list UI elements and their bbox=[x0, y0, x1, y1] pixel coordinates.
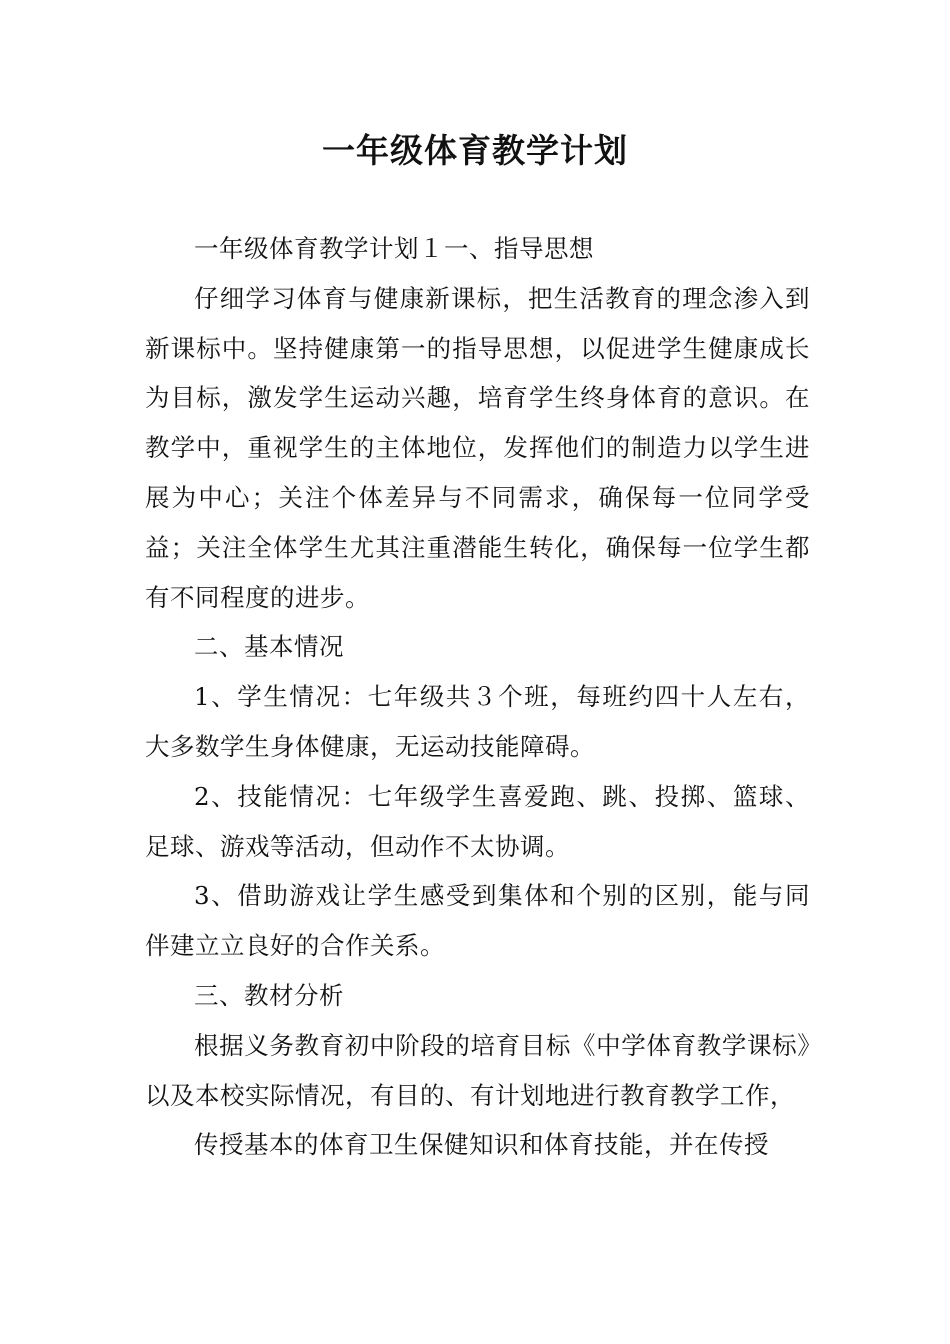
paragraph-heading-guiding-thought: 一年级体育教学计划１一、指导思想 bbox=[194, 234, 594, 263]
paragraph-heading-basic-situation: 二、基本情况 bbox=[194, 632, 344, 662]
document-body bbox=[145, 224, 810, 1170]
paragraph-game-cooperation: 3、借助游戏让学生感受到集体和个别的区别，能与同伴建立立良好的合作关系。 bbox=[145, 881, 810, 961]
paragraph-guiding-thought: 仔细学习体育与健康新课标，把生活教育的理念渗入到新课标中。坚持健康第一的指导思想，以促进学生健康成长为目标，激发学生运动兴趣，培育学生终身体育的意识。在教学中，重视学生的主体地位，发挥他们的制造力以学生进展为中心；关注个体差异与不同需求，确保每一位同学受益；关注全体学生尤其注重潜能生转化，确保每一位学生都有不同程度的进步。 bbox=[145, 283, 810, 612]
paragraph-teaching-content: 传授基本的体育卫生保健知识和体育技能，并在传授 bbox=[194, 1130, 769, 1160]
paragraph-student-situation: 1、学生情况：七年级共３个班，每班约四十人左右，大多数学生身体健康，无运动技能障碍。 bbox=[145, 682, 810, 761]
paragraph-skill-situation: 2、技能情况：七年级学生喜爱跑、跳、投掷、篮球、足球、游戏等活动，但动作不太协调。 bbox=[145, 781, 810, 861]
paragraph-material-analysis: 根据义务教育初中阶段的培育目标《中学体育教学课标》以及本校实际情况，有目的、有计划地进行教育教学工作， bbox=[145, 1030, 810, 1110]
page-title: 一年级体育教学计划 bbox=[322, 131, 628, 170]
paragraph-heading-material-analysis: 三、教材分析 bbox=[194, 980, 344, 1010]
